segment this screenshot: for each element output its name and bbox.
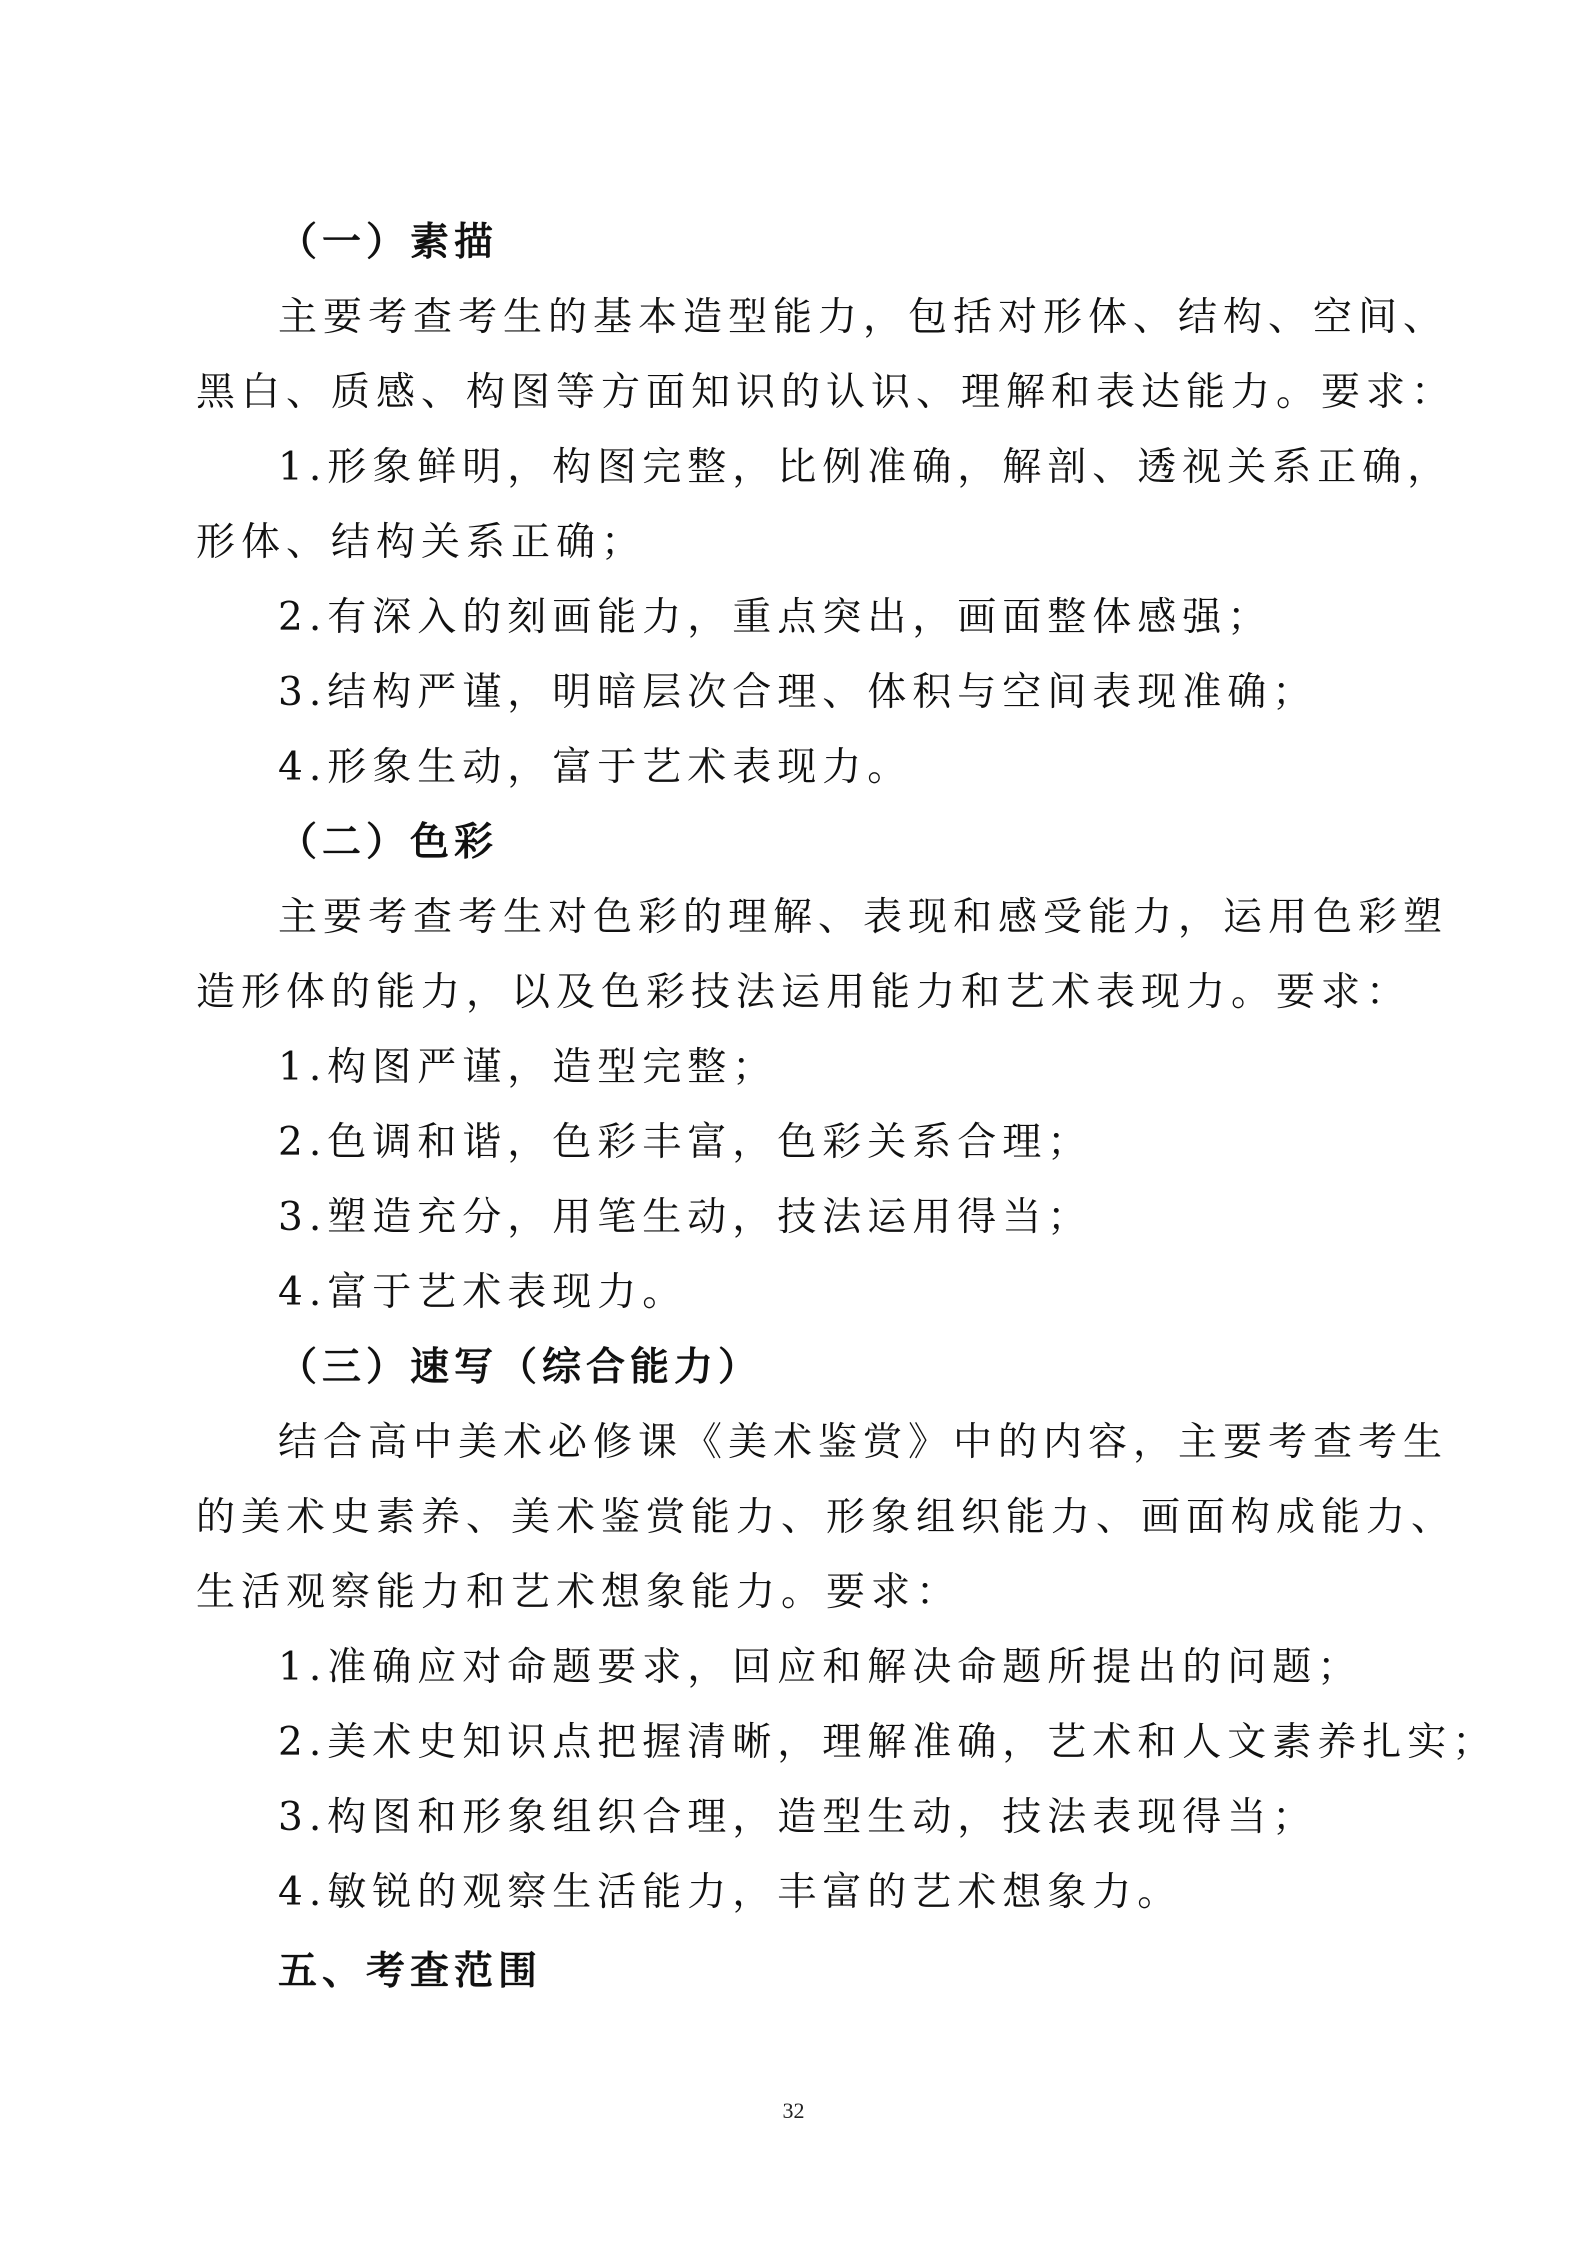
list-item: 4.敏锐的观察生活能力，丰富的艺术想象力。 [278, 1870, 1183, 1915]
list-item: 3.构图和形象组织合理，造型生动，技法表现得当； [278, 1795, 1318, 1840]
paragraph-line: 黑白、质感、构图等方面知识的认识、理解和表达能力。要求： [196, 370, 1457, 415]
list-item: 1.形象鲜明，构图完整，比例准确，解剖、透视关系正确， [278, 445, 1453, 490]
section-sketch [196, 205, 1457, 805]
section-heading: （一）素描 [278, 220, 499, 265]
section-heading: （三）速写（综合能力） [278, 1345, 763, 1390]
list-item: 4.富于艺术表现力。 [278, 1270, 688, 1315]
list-item: 2.色调和谐，色彩丰富，色彩关系合理； [278, 1120, 1093, 1165]
list-item: 2.有深入的刻画能力，重点突出，画面整体感强； [278, 595, 1273, 640]
paragraph-line: 造形体的能力，以及色彩技法运用能力和艺术表现力。要求： [196, 970, 1412, 1015]
page-content [196, 205, 1498, 2009]
section-color [196, 805, 1449, 1330]
page-number: 32 [782, 2098, 805, 2123]
chapter-heading: 五、考查范围 [278, 1949, 543, 1994]
paragraph-line: 主要考查考生对色彩的理解、表现和感受能力，运用色彩塑 [278, 895, 1449, 940]
list-item: 3.塑造充分，用笔生动，技法运用得当； [278, 1195, 1093, 1240]
list-item: 1.准确应对命题要求，回应和解决命题所提出的问题； [278, 1645, 1363, 1690]
list-item-continuation: 形体、结构关系正确； [196, 520, 647, 565]
section-quick-sketch [196, 1330, 1498, 1930]
paragraph-line: 结合高中美术必修课《美术鉴赏》中的内容，主要考查考生 [278, 1420, 1449, 1465]
list-item: 2.美术史知识点把握清晰，理解准确，艺术和人文素养扎实； [278, 1720, 1498, 1765]
paragraph-line: 主要考查考生的基本造型能力，包括对形体、结构、空间、 [278, 295, 1449, 340]
list-item: 4.形象生动，富于艺术表现力。 [278, 745, 913, 790]
section-heading: （二）色彩 [278, 820, 499, 865]
paragraph-line: 生活观察能力和艺术想象能力。要求： [196, 1570, 962, 1615]
paragraph-line: 的美术史素养、美术鉴赏能力、形象组织能力、画面构成能力、 [196, 1495, 1457, 1540]
list-item: 3.结构严谨，明暗层次合理、体积与空间表现准确； [278, 670, 1318, 715]
list-item: 1.构图严谨，造型完整； [278, 1045, 778, 1090]
